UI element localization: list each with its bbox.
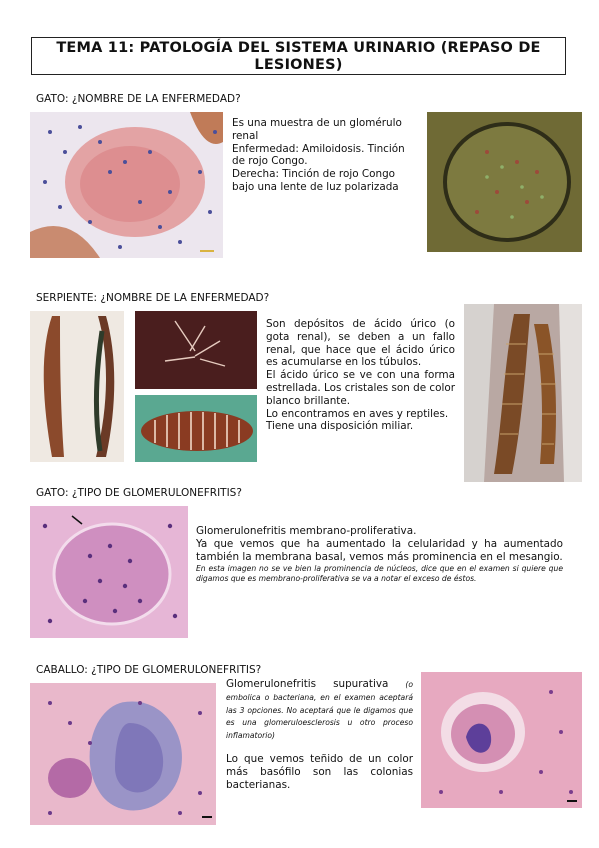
text-line: Enfermedad: Amiloidosis. Tinción de rojo Congo. — [232, 142, 405, 168]
section-heading-caballo: CABALLO: ¿TIPO DE GLOMERULONEFRITIS? — [36, 664, 262, 676]
kidney-section-image — [135, 311, 257, 389]
text-line: Lo que vemos teñido de un color más basófilo son las colonias bacterianas. — [226, 752, 413, 791]
diagnosis-text: Glomerulonefritis supurativa — [226, 678, 389, 690]
congo-red-glomerulus-image — [30, 112, 223, 258]
text-line: Es una muestra de un glomérulo renal — [232, 117, 402, 142]
segmented-kidney-image — [135, 395, 257, 462]
snake-in-situ-image — [464, 304, 582, 482]
section-3-note: En esta imagen no se ve bien la prominencia de núcleos, dice que en el examen si quiere que digamos que es membrano-proliferativa se va a notar el exceso de éstos. — [196, 564, 563, 584]
text-line: Tiene una disposición miliar. — [266, 420, 414, 433]
suppurative-glomerulus-image — [30, 683, 216, 825]
section-1-text — [232, 117, 420, 194]
section-4-text — [226, 678, 413, 791]
page-title: TEMA 11: PATOLOGÍA DEL SISTEMA URINARIO (REPASO DE LESIONES) — [31, 37, 566, 75]
suppurative-glomerulus-closeup-image — [421, 672, 582, 808]
text-line: Derecha: Tinción de rojo Congo bajo una lente de luz polarizada — [232, 168, 399, 193]
text-line: Glomerulonefritis membrano-proliferativa. — [196, 525, 417, 537]
text-line: El ácido úrico se ve con una forma estrellada. Los cristales son de color blanco brillante. — [266, 369, 455, 407]
section-heading-gato-2: GATO: ¿TIPO DE GLOMERULONEFRITIS? — [36, 487, 242, 499]
polarized-light-image — [427, 112, 582, 252]
text-line: Ya que vemos que ha aumentado la celularidad y ha aumentado también la membrana basal, vemos más prominencia en el mesangio. — [196, 537, 563, 563]
snake-kidneys-image — [30, 311, 124, 462]
membranoproliferative-glomerulus-image — [30, 506, 188, 638]
section-heading-gato-1: GATO: ¿NOMBRE DE LA ENFERMEDAD? — [36, 93, 241, 105]
section-2-text — [266, 318, 455, 433]
text-line: Son depósitos de ácido úrico (o gota renal), se deben a un fallo renal, que hace que el ácido úrico es acumularse en los túbulos. — [266, 318, 455, 369]
section-4-note: (o embolica o bacteriana, en el examen aceptará las 3 opciones. No aceptará que le digamos que es una glomeruloesclerosis u otro proceso inflamatorio) — [226, 680, 413, 741]
section-heading-serpiente: SERPIENTE: ¿NOMBRE DE LA ENFERMEDAD? — [36, 292, 270, 304]
section-3-text — [196, 525, 563, 584]
text-line: Lo encontramos en aves y reptiles. — [266, 407, 449, 420]
